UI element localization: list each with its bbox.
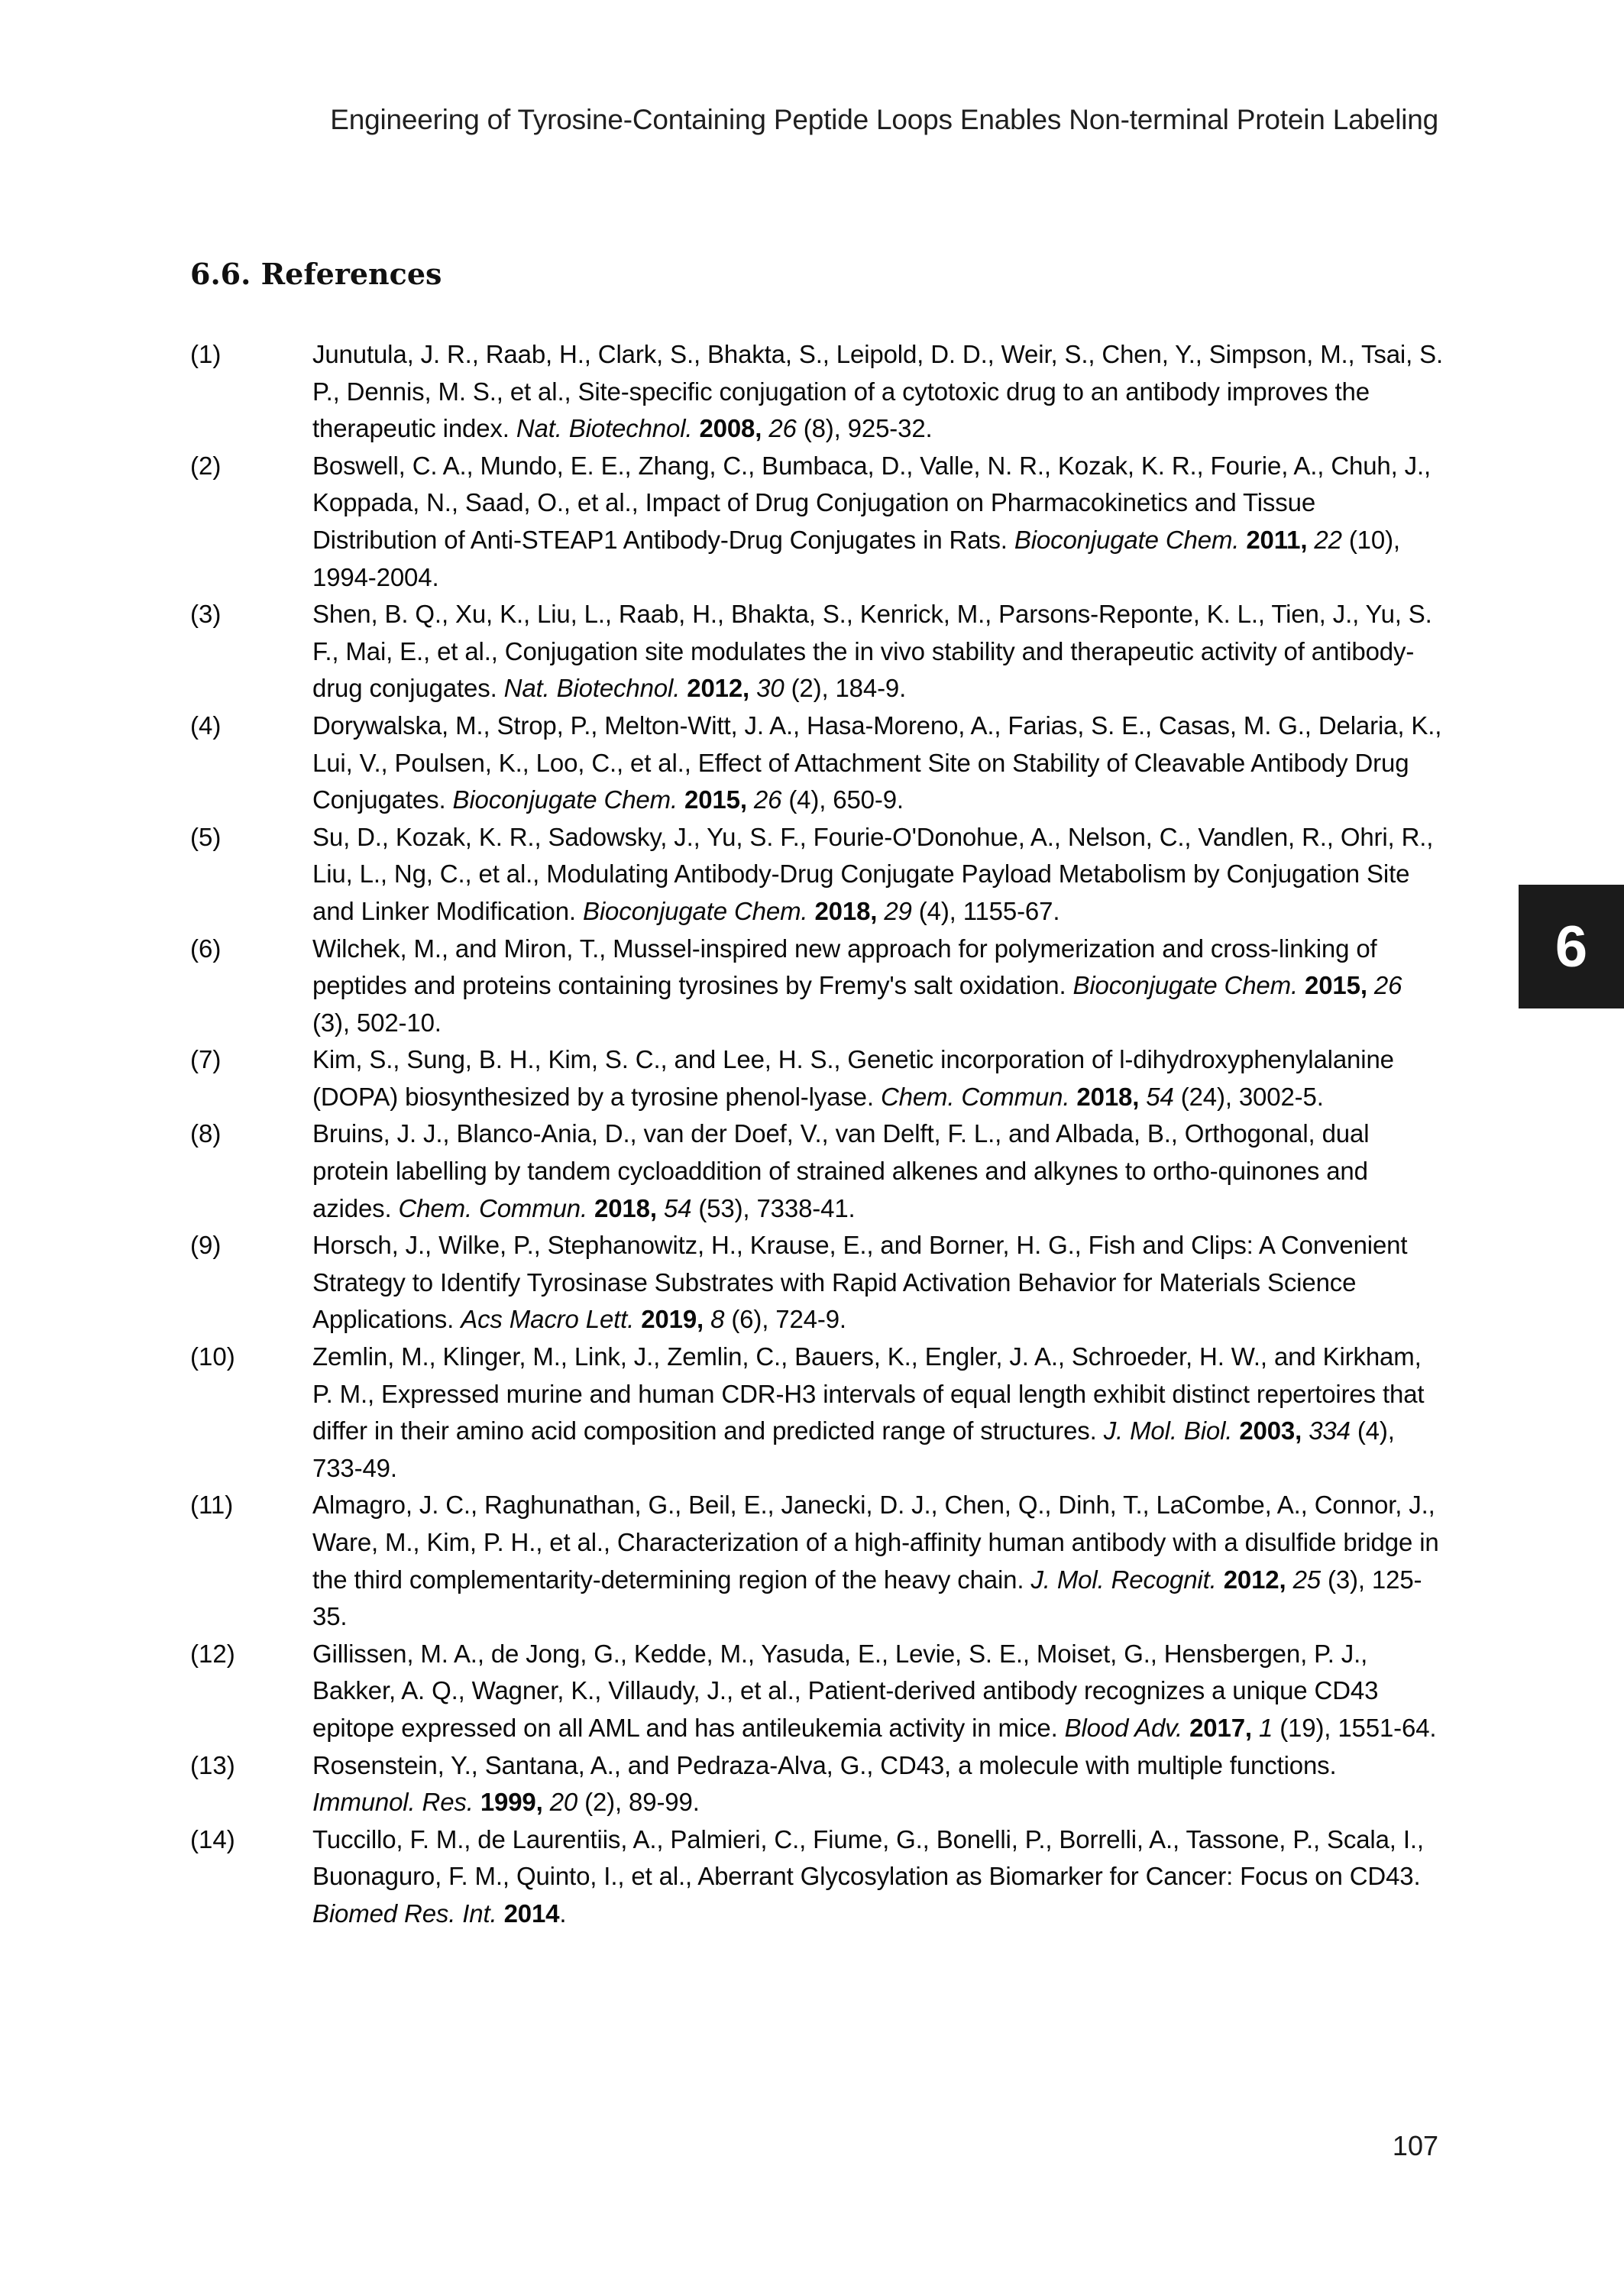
reference-volume: 25 <box>1292 1565 1321 1594</box>
reference-volume: 26 <box>1373 971 1402 1000</box>
reference-pages: (4), 650-9. <box>788 785 904 814</box>
reference-pages: (3), 502-10. <box>312 1008 442 1037</box>
reference-pages: (3), 125-35. <box>312 1565 1422 1631</box>
reference-journal: Bioconjugate Chem. <box>1072 971 1298 1000</box>
reference-text <box>312 448 1443 596</box>
reference-item <box>190 1041 1443 1115</box>
reference-body: Junutula, J. R., Raab, H., Clark, S., Bhakta, S., Leipold, D. D., Weir, S., Chen, Y., Simpson, M., Tsai, S. P., Dennis, M. S., et al., Site-specific conjugation of a cytotoxic drug to an antibody improves the therapeutic index. <box>312 340 1443 443</box>
reference-journal: Chem. Commun. <box>880 1082 1070 1111</box>
reference-body: Almagro, J. C., Raghunathan, G., Beil, E., Janecki, D. J., Chen, Q., Dinh, T., LaCombe, A., Connor, J., Ware, M., Kim, P. H., et al., Characterization of a high-affinity human antibody with a disulfide bridge in the third complementarity-determining region of the heavy chain. <box>312 1491 1439 1594</box>
reference-body: Wilchek, M., and Miron, T., Mussel-inspired new approach for polymerization and cross-linking of peptides and proteins containing tyrosines by Fremy's salt oxidation. <box>312 934 1377 1000</box>
chapter-tab: 6 <box>1519 885 1624 1008</box>
reference-year: 2017, <box>1189 1713 1252 1742</box>
reference-journal: J. Mol. Recognit. <box>1030 1565 1217 1594</box>
section-title: 6.6. References <box>190 257 442 291</box>
reference-volume: 54 <box>1146 1082 1174 1111</box>
reference-list <box>190 336 1443 1933</box>
reference-number: (4) <box>190 711 222 740</box>
reference-number: (8) <box>190 1119 222 1148</box>
reference-body: Zemlin, M., Klinger, M., Link, J., Zemlin, C., Bauers, K., Engler, J. A., Schroeder, H. W., and Kirkham, P. M., Expressed murine and human CDR-H3 intervals of equal length exhibit distinct repertoires that differ in their amino acid composition and predicted range of structures. <box>312 1342 1425 1445</box>
reference-text <box>312 1339 1443 1487</box>
reference-text <box>312 1115 1443 1227</box>
reference-number: (2) <box>190 451 222 480</box>
reference-text <box>312 1821 1443 1933</box>
reference-number: (9) <box>190 1231 222 1260</box>
reference-number: (13) <box>190 1750 235 1779</box>
reference-body: Boswell, C. A., Mundo, E. E., Zhang, C., Bumbaca, D., Valle, N. R., Kozak, K. R., Fourie, A., Chuh, J., Koppada, N., Saad, O., et al., Impact of Drug Conjugation on Pharmacokinetics and Tissue Distribution of Anti-STEAP1 Antibody-Drug Conjugates in Rats. <box>312 451 1432 554</box>
reference-volume: 54 <box>663 1193 692 1222</box>
reference-body: Tuccillo, F. M., de Laurentiis, A., Palmieri, C., Fiume, G., Bonelli, P., Borrelli, A., Tassone, P., Scala, I., Buonaguro, F. M., Quinto, I., et al., Aberrant Glycosylation as Biomarker for Cancer: Focus on CD43. <box>312 1824 1424 1891</box>
reference-item <box>190 1487 1443 1635</box>
reference-text <box>312 707 1443 819</box>
reference-year: 2018, <box>1076 1082 1140 1111</box>
reference-volume: 22 <box>1314 525 1342 554</box>
reference-year: 2012, <box>1223 1565 1286 1594</box>
reference-volume: 1 <box>1258 1713 1273 1742</box>
reference-item <box>190 596 1443 707</box>
reference-text <box>312 336 1443 448</box>
reference-item <box>190 819 1443 931</box>
reference-text <box>312 1227 1443 1339</box>
reference-journal: J. Mol. Biol. <box>1103 1416 1233 1445</box>
reference-body: Dorywalska, M., Strop, P., Melton-Witt, J. A., Hasa-Moreno, A., Farias, S. E., Casas, M. G., Delaria, K., Lui, V., Poulsen, K., Loo, C., et al., Effect of Attachment Site on Stability of Cleavable Antibody Drug Conjugates. <box>312 711 1442 814</box>
reference-journal: Blood Adv. <box>1064 1713 1183 1742</box>
reference-number: (14) <box>190 1824 235 1853</box>
reference-number: (1) <box>190 340 222 368</box>
reference-item <box>190 1747 1443 1821</box>
reference-body: Shen, B. Q., Xu, K., Liu, L., Raab, H., Bhakta, S., Kenrick, M., Parsons-Reponte, K. L., Tien, J., Yu, S. F., Mai, E., et al., Conjugation site modulates the in vivo stability and therapeutic activity of antibody-drug conjugates. <box>312 600 1432 703</box>
reference-journal: Chem. Commun. <box>398 1193 587 1222</box>
reference-text <box>312 931 1443 1042</box>
reference-pages: (4), 1155-67. <box>918 896 1060 925</box>
reference-volume: 334 <box>1309 1416 1351 1445</box>
reference-pages: (6), 724-9. <box>731 1305 846 1334</box>
reference-journal: Acs Macro Lett. <box>461 1305 635 1334</box>
reference-volume: 30 <box>756 674 785 703</box>
reference-text <box>312 1636 1443 1747</box>
reference-item <box>190 1115 1443 1227</box>
reference-pages: (2), 89-99. <box>584 1788 700 1817</box>
reference-journal: Immunol. Res. <box>312 1788 474 1817</box>
reference-year: 2014 <box>503 1899 560 1928</box>
reference-year: 2003, <box>1239 1416 1302 1445</box>
reference-item <box>190 1821 1443 1933</box>
reference-text <box>312 596 1443 707</box>
reference-body: Rosenstein, Y., Santana, A., and Pedraza-Alva, G., CD43, a molecule with multiple functions. <box>312 1750 1337 1779</box>
reference-body: Gillissen, M. A., de Jong, G., Kedde, M., Yasuda, E., Levie, S. E., Moiset, G., Hensbergen, P. J., Bakker, A. Q., Wagner, K., Villaudy, J., et al., Patient-derived antibody recognizes a unique CD43 epitope expressed on all AML and has antileukemia activity in mice. <box>312 1639 1379 1742</box>
reference-year: 2018, <box>814 896 878 925</box>
reference-journal: Bioconjugate Chem. <box>582 896 808 925</box>
page-number: 107 <box>1392 2130 1438 2161</box>
reference-number: (5) <box>190 822 222 851</box>
reference-number: (10) <box>190 1342 235 1371</box>
reference-pages: . <box>559 1899 567 1928</box>
reference-journal: Nat. Biotechnol. <box>516 414 693 443</box>
reference-pages: (8), 925-32. <box>803 414 933 443</box>
reference-item <box>190 448 1443 596</box>
reference-body: Bruins, J. J., Blanco-Ania, D., van der Doef, V., van Delft, F. L., and Albada, B., Orthogonal, dual protein labelling by tandem cycloaddition of strained alkenes and alkynes to ortho-quinones and azides. <box>312 1119 1370 1222</box>
reference-item <box>190 931 1443 1042</box>
reference-text <box>312 819 1443 931</box>
reference-volume: 26 <box>753 785 782 814</box>
reference-journal: Biomed Res. Int. <box>312 1899 497 1928</box>
reference-year: 2018, <box>594 1193 657 1222</box>
reference-pages: (2), 184-9. <box>791 674 907 703</box>
reference-pages: (4), 733-49. <box>312 1416 1395 1482</box>
reference-text <box>312 1747 1443 1821</box>
reference-item <box>190 1636 1443 1747</box>
reference-year: 2008, <box>699 414 762 443</box>
reference-journal: Bioconjugate Chem. <box>1014 525 1240 554</box>
reference-item <box>190 1227 1443 1339</box>
reference-volume: 26 <box>768 414 797 443</box>
reference-body: Su, D., Kozak, K. R., Sadowsky, J., Yu, S. F., Fourie-O'Donohue, A., Nelson, C., Vandlen, R., Ohri, R., Liu, L., Ng, C., et al., Modulating Antibody-Drug Conjugate Payload Metabolism by Conjugation Site and Linker Modification. <box>312 822 1434 925</box>
reference-pages: (19), 1551-64. <box>1279 1713 1437 1742</box>
reference-number: (6) <box>190 934 222 963</box>
reference-volume: 20 <box>549 1788 578 1817</box>
reference-text <box>312 1487 1443 1635</box>
reference-item <box>190 336 1443 448</box>
reference-year: 2015, <box>1305 971 1367 1000</box>
reference-body: Kim, S., Sung, B. H., Kim, S. C., and Lee, H. S., Genetic incorporation of l-dihydroxyphenylalanine (DOPA) biosynthesized by a tyrosine phenol-lyase. <box>312 1045 1394 1111</box>
reference-year: 1999, <box>480 1788 543 1817</box>
reference-journal: Bioconjugate Chem. <box>452 785 678 814</box>
reference-pages: (24), 3002-5. <box>1180 1082 1324 1111</box>
reference-number: (3) <box>190 600 222 629</box>
running-header: Engineering of Tyrosine-Containing Peptide Loops Enables Non-terminal Protein Labeling <box>330 104 1438 135</box>
reference-pages: (53), 7338-41. <box>698 1193 856 1222</box>
reference-item <box>190 707 1443 819</box>
reference-volume: 8 <box>710 1305 725 1334</box>
reference-pages: (10), 1994-2004. <box>312 525 1400 591</box>
reference-number: (11) <box>190 1491 234 1520</box>
reference-number: (7) <box>190 1045 222 1074</box>
reference-year: 2011, <box>1246 525 1308 554</box>
reference-year: 2012, <box>687 674 750 703</box>
reference-year: 2019, <box>641 1305 704 1334</box>
reference-number: (12) <box>190 1639 235 1668</box>
reference-year: 2015, <box>684 785 747 814</box>
reference-journal: Nat. Biotechnol. <box>503 674 681 703</box>
reference-item <box>190 1339 1443 1487</box>
reference-text <box>312 1041 1443 1115</box>
reference-volume: 29 <box>884 896 912 925</box>
reference-body: Horsch, J., Wilke, P., Stephanowitz, H., Krause, E., and Borner, H. G., Fish and Clips: A Convenient Strategy to Identify Tyrosinase Substrates with Rapid Activation Behavior for Materials Science Applications. <box>312 1231 1408 1334</box>
